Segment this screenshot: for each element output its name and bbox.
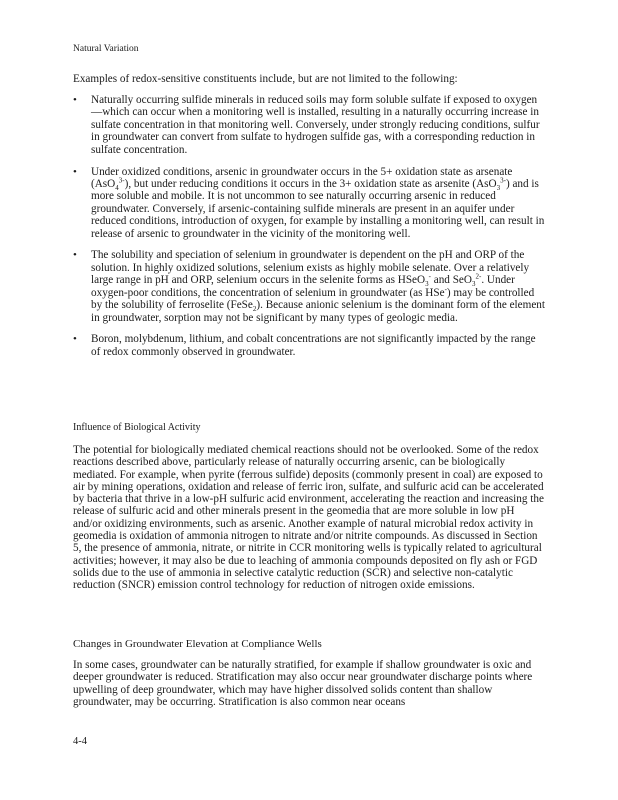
list-item-text: Under oxidized conditions, arsenic in groundwater occurs in the 5+ oxidation state as arsenate (AsO$_4^{3-}$), but under reducing conditions it occurs in the 3+ oxidation state as arsenite (AsO$_3^{3-}$) and is more soluble and mobile. It is not uncommon to see naturally occurring arsenic in reduced groundwater. Conversely, if arsenic-containing sulfide minerals are present in an aquifer under reduced conditions, introduction of oxygen, for example by installing a monitoring well, can result in release of arsenic to groundwater in the vicinity of the monitoring well. <box>91 165 545 240</box>
bullet-marker: • <box>73 94 77 106</box>
section-heading-biological-activity: Influence of Biological Activity <box>73 422 201 433</box>
bullet-marker: • <box>73 165 77 178</box>
list-item-text: The solubility and speciation of selenium in groundwater is dependent on the pH and ORP of the solution. In highly oxidized solutions, selenium exists as highly mobile selenate. Over a relatively large range in pH and ORP, selenium occurs in the selenite forms as HSeO$_3$- and SeO$_3^{2-}$. Under oxygen-poor conditions, the concentration of selenium in groundwater (as HSe-) may be controlled by the solubility of ferroselite (FeSe$_2$). Because anionic selenium is the dominant form of the element in groundwater, sorption may not be significant by many types of geologic media. <box>91 249 545 324</box>
redox-constituents-list <box>73 94 545 368</box>
list-item-text: Naturally occurring sulfide minerals in reduced soils may form soluble sulfate if exposed to oxygen—which can occur when a monitoring well is installed, resulting in a naturally occurring increase in sulfate concentration in that monitoring well. Conversely, under strongly reducing conditions, sulfur in groundwater can convert from sulfate to hydrogen sulfide gas, with a corresponding reduction in sulfate concentration. <box>91 94 540 156</box>
list-item-selenium <box>73 249 545 323</box>
list-item-boron <box>73 333 545 358</box>
list-item-arsenic <box>73 166 545 240</box>
bullet-marker: • <box>73 249 77 262</box>
running-header: Natural Variation <box>73 44 139 54</box>
bullet-marker: • <box>73 333 77 346</box>
section-heading-groundwater-elevation: Changes in Groundwater Elevation at Compliance Wells <box>73 638 322 650</box>
groundwater-elevation-paragraph: In some cases, groundwater can be naturally stratified, for example if shallow groundwater is oxic and deeper groundwater is reduced. Stratification may also occur near groundwater discharge points where upwelling of deep groundwater, which may have higher dissolved solids content than shallow groundwater, may be occurring. Stratification is also common near oceans <box>73 659 533 709</box>
intro-paragraph: Examples of redox-sensitive constituents include, but are not limited to the following: <box>73 73 458 85</box>
list-item-text: Boron, molybdenum, lithium, and cobalt concentrations are not significantly impacted by the range of redox commonly observed in groundwater. <box>91 333 536 358</box>
list-item-sulfate <box>73 94 545 156</box>
biological-activity-paragraph: The potential for biologically mediated chemical reactions should not be overlooked. Some of the redox reactions described above, particularly release of naturally occurring arsenic, can be biologically mediated. For example, when pyrite (ferrous sulfide) deposits (commonly present in coal) are exposed to air by mining operations, oxidation and release of ferric iron, sulfate, and sulfuric acid can be accelerated by bacteria that thrive in a low-pH sulfuric acid environment, accelerating the reaction and increasing the release of sulfuric acid and other minerals present in the geomedia that are more soluble in low pH and/or oxidizing environments, such as arsenic. Another example of natural microbial redox activity in geomedia is oxidation of ammonia nitrogen to nitrate and/or nitrite compounds. As discussed in Section 5, the presence of ammonia, nitrate, or nitrite in CCR monitoring wells is typically related to agricultural activities; however, it may also be due to leaching of ammonia compounds deposited on fly ash or FGD solids due to the use of ammonia in selective catalytic reduction (SCR) and selective non-catalytic reduction (SNCR) emission control technology for reduction of nitrogen oxide emissions. <box>73 444 544 592</box>
page-number: 4-4 <box>73 736 87 747</box>
